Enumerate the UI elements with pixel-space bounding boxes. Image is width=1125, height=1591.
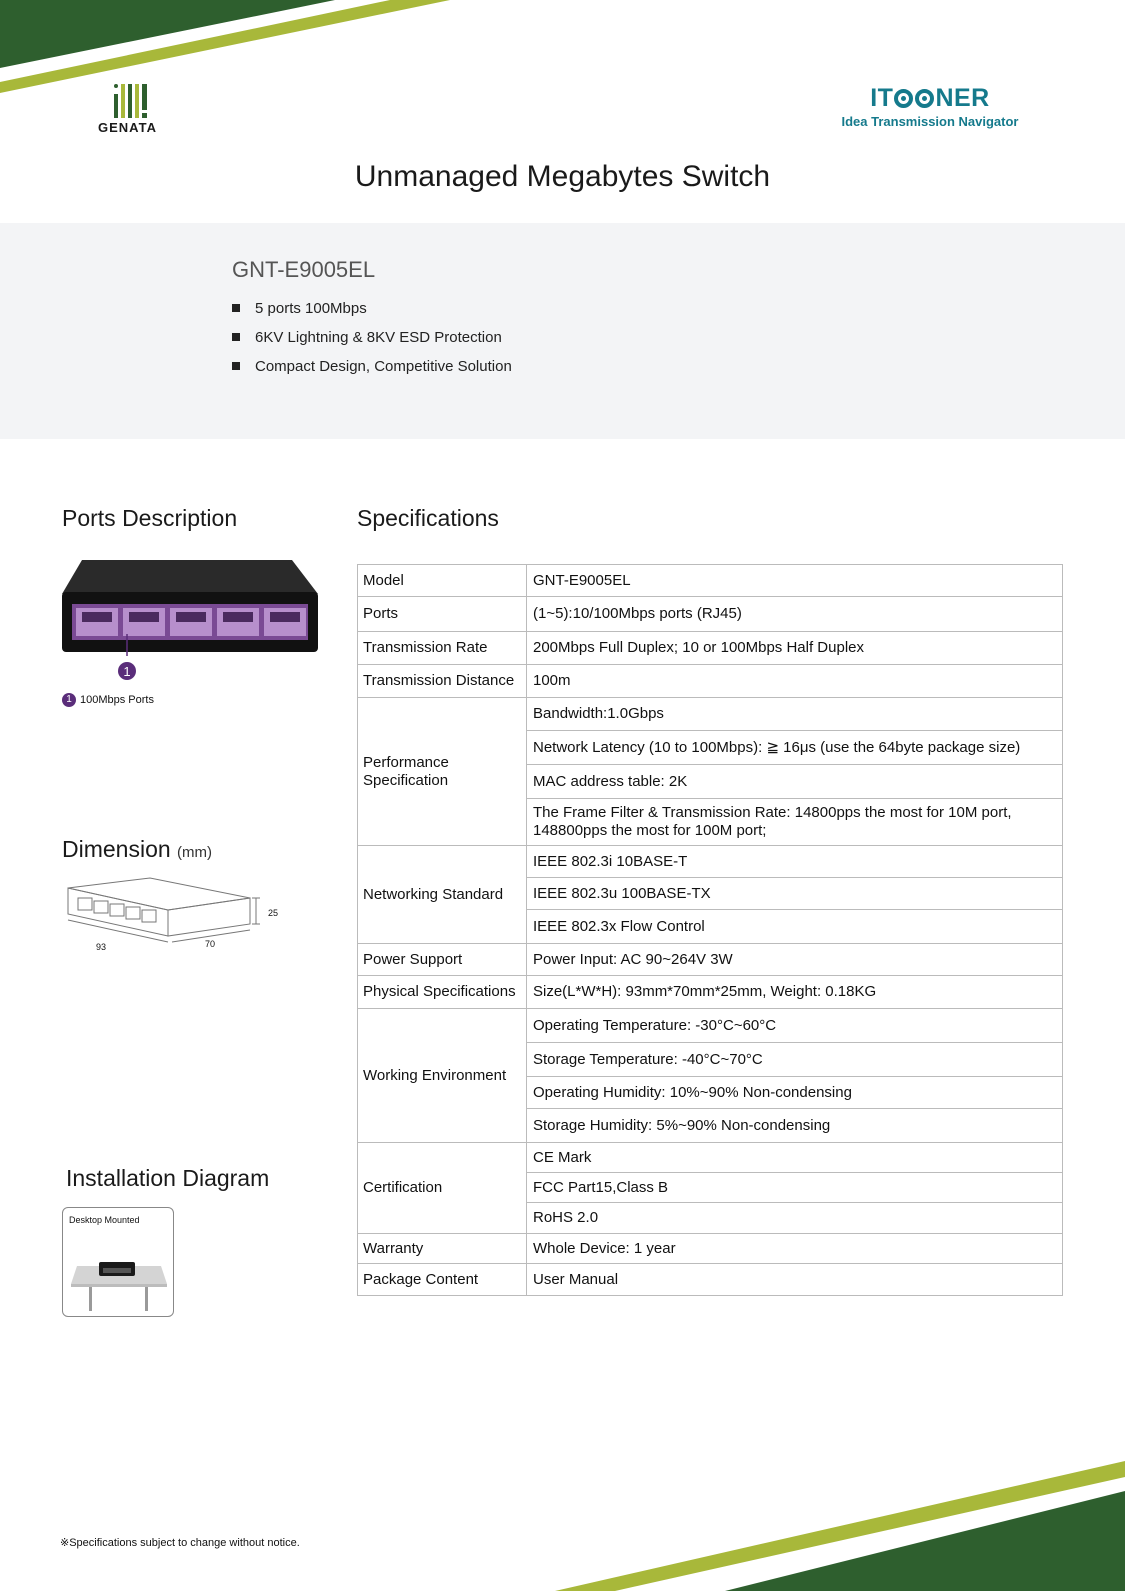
spec-key: Physical Specifications [358, 976, 527, 1009]
spec-value: Bandwidth:1.0Gbps [527, 698, 1063, 731]
ports-legend [62, 693, 154, 707]
bullet-square-icon [232, 362, 240, 370]
spec-value: Operating Humidity: 10%~90% Non-condensing [527, 1077, 1063, 1109]
table-row [358, 1143, 1063, 1173]
spec-key: Package Content [358, 1264, 527, 1296]
table-row [358, 1234, 1063, 1264]
table-row [358, 976, 1063, 1009]
footnote: ※Specifications subject to change without notice. [60, 1537, 300, 1549]
specifications-table [357, 564, 1063, 1296]
itooner-tagline: Idea Transmission Navigator [841, 114, 1019, 129]
feature-item: 5 ports 100Mbps [232, 299, 512, 328]
spec-key: Networking Standard [358, 846, 527, 944]
spec-value: RoHS 2.0 [527, 1203, 1063, 1234]
spec-value: Storage Temperature: -40°C~70°C [527, 1043, 1063, 1077]
spec-value: Operating Temperature: -30°C~60°C [527, 1009, 1063, 1043]
spec-value: Size(L*W*H): 93mm*70mm*25mm, Weight: 0.18KG [527, 976, 1063, 1009]
feature-list [232, 299, 512, 386]
genata-logo-mark [98, 82, 168, 118]
spec-key: Power Support [358, 944, 527, 976]
dimension-heading: Dimension (mm) [62, 836, 213, 862]
page-title: Unmanaged Megabytes Switch [354, 160, 771, 193]
genata-logo [98, 82, 168, 142]
spec-value: IEEE 802.3x Flow Control [527, 910, 1063, 944]
spec-value: 100m [527, 665, 1063, 698]
dimension-height: 25 [268, 908, 279, 918]
feature-item: 6KV Lightning & 8KV ESD Protection [232, 328, 512, 357]
genata-logo-text: GENATA [98, 120, 157, 135]
spec-value: GNT-E9005EL [527, 565, 1063, 597]
switch-front-image [62, 556, 320, 688]
table-row [358, 632, 1063, 665]
bottom-right-corner-stripes [545, 1461, 1125, 1591]
desktop-mounted-illustration [69, 1232, 167, 1314]
spec-value: User Manual [527, 1264, 1063, 1296]
table-row [358, 698, 1063, 731]
itooner-logo [835, 84, 1025, 129]
ports-heading: Ports Description [62, 505, 238, 531]
spec-value: (1~5):10/100Mbps ports (RJ45) [527, 597, 1063, 632]
spec-key: Certification [358, 1143, 527, 1234]
bullet-square-icon [232, 333, 240, 341]
table-row [358, 665, 1063, 698]
spec-key: Warranty [358, 1234, 527, 1264]
spec-value: Power Input: AC 90~264V 3W [527, 944, 1063, 976]
table-row [358, 1009, 1063, 1043]
spec-value: Network Latency (10 to 100Mbps): ≧ 16μs (use the 64byte package size) [527, 731, 1063, 765]
dimension-length: 93 [96, 942, 107, 952]
port-legend-text: 100Mbps Ports [80, 694, 154, 706]
dimension-width: 70 [205, 939, 216, 949]
spec-value: MAC address table: 2K [527, 765, 1063, 799]
installation-diagram-card [62, 1207, 174, 1317]
spec-value: IEEE 802.3u 100BASE-TX [527, 878, 1063, 910]
spec-value: FCC Part15,Class B [527, 1173, 1063, 1203]
table-row [358, 565, 1063, 597]
specifications-heading: Specifications [357, 505, 499, 531]
table-row [358, 1264, 1063, 1296]
port-callout-number: 1 [123, 664, 131, 679]
installation-label: Desktop Mounted [69, 1215, 140, 1225]
dimension-drawing [62, 876, 292, 966]
spec-key: Transmission Distance [358, 665, 527, 698]
spec-value: CE Mark [527, 1143, 1063, 1173]
spec-key: Working Environment [358, 1009, 527, 1143]
hero-band [0, 223, 1125, 439]
bullet-square-icon [232, 304, 240, 312]
spec-value: IEEE 802.3i 10BASE-T [527, 846, 1063, 878]
table-row [358, 846, 1063, 878]
spec-value: Storage Humidity: 5%~90% Non-condensing [527, 1109, 1063, 1143]
eye-icon [915, 89, 934, 108]
spec-value: The Frame Filter & Transmission Rate: 14800pps the most for 10M port, 148800pps the most for 100M port; [527, 799, 1063, 846]
spec-key: Model [358, 565, 527, 597]
model-name: GNT-E9005EL [232, 257, 376, 282]
table-row [358, 944, 1063, 976]
dimension-unit: (mm) [177, 844, 213, 861]
itooner-logo-wordmark: IT NER [870, 84, 990, 112]
installation-heading: Installation Diagram [66, 1165, 270, 1191]
eye-icon [894, 89, 913, 108]
table-row [358, 597, 1063, 632]
spec-key: Performance Specification [358, 698, 527, 846]
port-legend-badge: 1 [62, 693, 76, 707]
spec-key: Transmission Rate [358, 632, 527, 665]
spec-value: Whole Device: 1 year [527, 1234, 1063, 1264]
spec-key: Ports [358, 597, 527, 632]
feature-item: Compact Design, Competitive Solution [232, 357, 512, 386]
spec-value: 200Mbps Full Duplex; 10 or 100Mbps Half Duplex [527, 632, 1063, 665]
top-left-corner-stripes [0, 0, 460, 100]
